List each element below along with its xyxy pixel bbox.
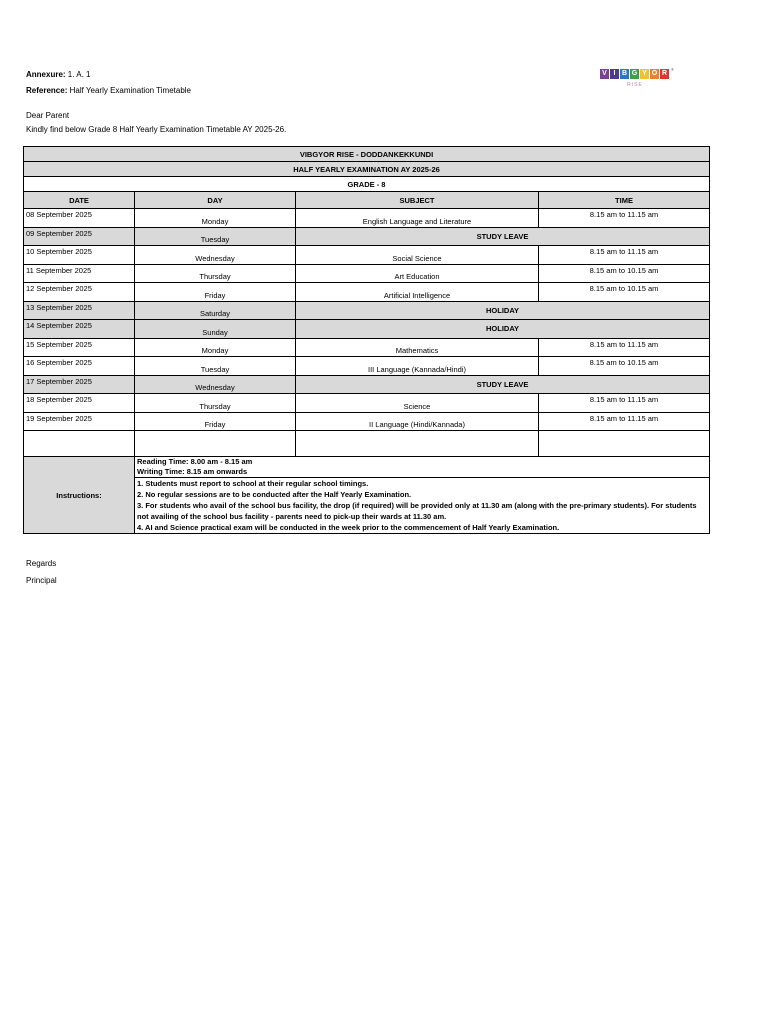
date-cell: 14 September 2025 — [24, 320, 135, 339]
subject-cell: Mathematics — [296, 338, 539, 357]
time-cell: 8.15 am to 11.15 am — [539, 246, 710, 265]
instructions-label: Instructions: — [24, 457, 135, 534]
instructions-row — [24, 457, 710, 478]
empty-cell — [296, 431, 539, 457]
day-cell: Thursday — [135, 264, 296, 283]
day-cell: Wednesday — [135, 375, 296, 394]
grade-title: GRADE - 8 — [24, 177, 710, 192]
vibgyor-logo — [600, 69, 674, 89]
empty-cell — [539, 431, 710, 457]
merged-status-cell: HOLIDAY — [296, 320, 710, 339]
time-cell: 8.15 am to 11.15 am — [539, 412, 710, 431]
day-cell: Monday — [135, 338, 296, 357]
column-header-row — [24, 192, 710, 209]
table-row — [24, 320, 710, 339]
table-row — [24, 338, 710, 357]
time-cell: 8.15 am to 10.15 am — [539, 283, 710, 302]
empty-cell — [24, 431, 135, 457]
reading-time: Reading Time: 8.00 am - 8.15 am — [137, 457, 253, 466]
time-cell: 8.15 am to 11.15 am — [539, 394, 710, 413]
subject-cell: Science — [296, 394, 539, 413]
logo-letter: O — [651, 70, 658, 77]
date-cell: 08 September 2025 — [24, 209, 135, 228]
date-cell: 19 September 2025 — [24, 412, 135, 431]
reference-line — [26, 86, 191, 96]
instruction-item: 1. Students must report to school at their regular school timings. — [137, 479, 369, 488]
column-header-subject: SUBJECT — [296, 192, 539, 209]
day-cell: Tuesday — [135, 357, 296, 376]
logo-subtitle: RISE — [627, 82, 643, 88]
logo-letter: I — [610, 69, 619, 79]
subject-cell: Art Education — [296, 264, 539, 283]
merged-status-cell: HOLIDAY — [296, 301, 710, 320]
time-cell: 8.15 am to 11.15 am — [539, 209, 710, 228]
empty-row — [24, 431, 710, 457]
logo-letter: V — [600, 69, 609, 79]
subject-cell: III Language (Kannada/Hindi) — [296, 357, 539, 376]
date-cell: 15 September 2025 — [24, 338, 135, 357]
empty-cell — [135, 431, 296, 457]
exam-title: HALF YEARLY EXAMINATION AY 2025-26 — [24, 162, 710, 177]
table-row — [24, 227, 710, 246]
instruction-item: 3. For students who avail of the school bus facility, the drop (if required) will be provided only at 11.30 am (along with the pre-primary students). For students not availing of the school bus facility - parents need to pick-up their wards at 11.30 am. — [137, 501, 697, 521]
day-cell: Friday — [135, 283, 296, 302]
logo-letter: Y — [640, 69, 649, 79]
instruction-item: 2. No regular sessions are to be conducted after the Half Yearly Examination. — [137, 490, 412, 499]
merged-status-cell: STUDY LEAVE — [296, 375, 710, 394]
day-cell: Wednesday — [135, 246, 296, 265]
reference-value: Half Yearly Examination Timetable — [69, 86, 191, 95]
table-row — [24, 394, 710, 413]
day-cell: Saturday — [135, 301, 296, 320]
time-cell: 8.15 am to 11.15 am — [539, 338, 710, 357]
time-cell: 8.15 am to 10.15 am — [539, 264, 710, 283]
date-cell: 09 September 2025 — [24, 227, 135, 246]
logo-letter: R — [661, 70, 668, 77]
column-header-date: DATE — [24, 192, 135, 209]
date-cell: 13 September 2025 — [24, 301, 135, 320]
logo-letter: G — [631, 70, 638, 77]
date-cell: 12 September 2025 — [24, 283, 135, 302]
day-cell: Sunday — [135, 320, 296, 339]
table-row — [24, 283, 710, 302]
annexure-label: Annexure: — [26, 70, 66, 79]
date-cell: 18 September 2025 — [24, 394, 135, 413]
subject-cell: Social Science — [296, 246, 539, 265]
annexure-line — [26, 70, 90, 80]
instructions-list — [135, 478, 710, 534]
day-cell: Friday — [135, 412, 296, 431]
subject-cell: Artificial Intelligence — [296, 283, 539, 302]
date-cell: 17 September 2025 — [24, 375, 135, 394]
table-row — [24, 412, 710, 431]
table-row — [24, 209, 710, 228]
table-row — [24, 264, 710, 283]
logo-letters — [600, 69, 674, 81]
regards-text: Regards — [26, 559, 57, 568]
subject-cell: II Language (Hindi/Kannada) — [296, 412, 539, 431]
logo-letter: B — [621, 70, 628, 77]
date-cell: 11 September 2025 — [24, 264, 135, 283]
column-header-day: DAY — [135, 192, 296, 209]
subject-cell: English Language and Literature — [296, 209, 539, 228]
exam-timetable — [23, 146, 710, 534]
time-cell: 8.15 am to 10.15 am — [539, 357, 710, 376]
school-title: VIBGYOR RISE - DODDANKEKKUNDI — [24, 147, 710, 162]
logo-trademark: ® — [671, 67, 674, 72]
salutation: Dear Parent — [26, 111, 70, 120]
exam-timings-cell — [135, 457, 710, 478]
intro-text: Kindly find below Grade 8 Half Yearly Examination Timetable AY 2025-26. — [26, 125, 287, 134]
date-cell: 10 September 2025 — [24, 246, 135, 265]
principal-text: Principal — [26, 576, 57, 585]
column-header-time: TIME — [539, 192, 710, 209]
merged-status-cell: STUDY LEAVE — [296, 227, 710, 246]
table-row — [24, 357, 710, 376]
day-cell: Monday — [135, 209, 296, 228]
table-row — [24, 301, 710, 320]
day-cell: Tuesday — [135, 227, 296, 246]
day-cell: Thursday — [135, 394, 296, 413]
table-row — [24, 246, 710, 265]
table-row — [24, 375, 710, 394]
instruction-item: 4. AI and Science practical exam will be conducted in the week prior to the commencement of Half Yearly Examination. — [137, 523, 560, 532]
annexure-value: 1. A. 1 — [67, 70, 91, 79]
reference-label: Reference: — [26, 86, 68, 95]
date-cell: 16 September 2025 — [24, 357, 135, 376]
writing-time: Writing Time: 8.15 am onwards — [137, 467, 248, 476]
